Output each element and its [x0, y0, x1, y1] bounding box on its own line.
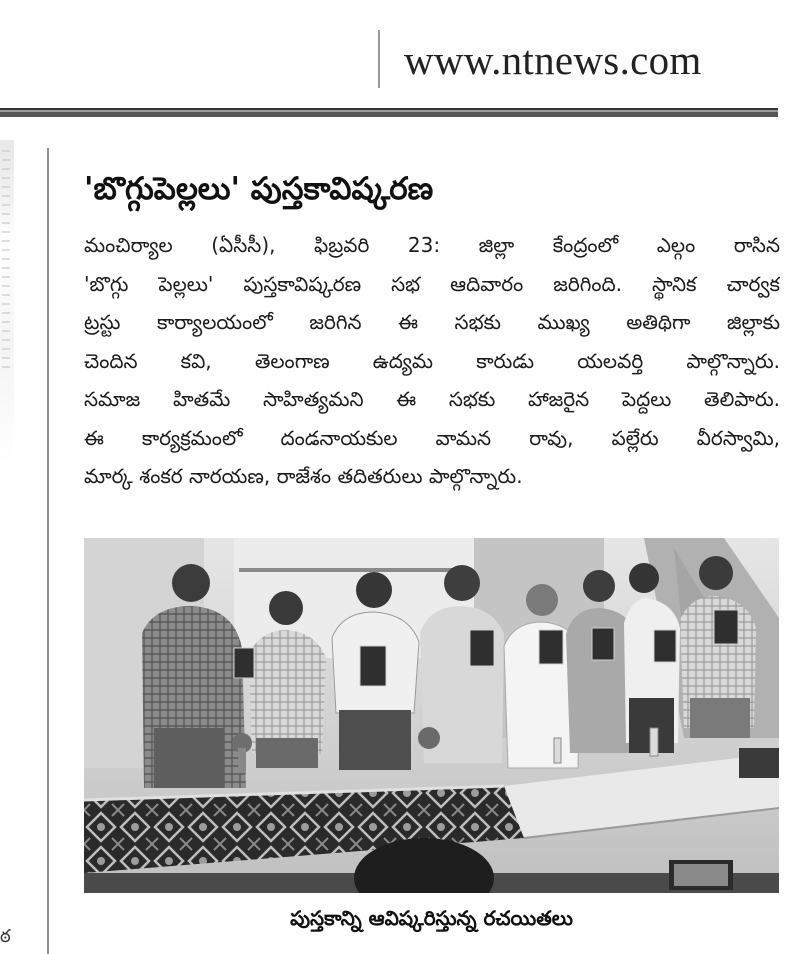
- header-rule: [0, 108, 778, 117]
- photo-caption: పుస్తకాన్ని ఆవిష్కరిస్తున్న రచయితలు: [290, 906, 573, 930]
- body-line: ఈ కార్యక్రమంలో దండనాయకుల వామన రావు, పల్లేరు వీరస్వామి,: [84, 425, 780, 450]
- body-line: మార్క శంకర నారయణ, రాజేశం తదితరులు పాల్గొన్నారు.: [84, 464, 523, 488]
- adjacent-column-glyph: ఠ: [0, 926, 11, 947]
- article-photo: [84, 538, 779, 893]
- body-line: చెందిన కవి, తెలంగాణ ఉద్యమ కారుడు యలవర్తి పాల్గొన్నారు.: [84, 348, 780, 373]
- body-line: సమాజ హితమే సాహిత్యమని ఈ సభకు హాజరైన పెద్దలు తెలిపారు.: [84, 387, 780, 411]
- article-body: [84, 226, 780, 496]
- body-line: ట్రస్టు కార్యాలయంలో జరిగిన ఈ సభకు ముఖ్య అతిథిగా జిల్లాకు: [84, 310, 780, 334]
- body-line: 'బొగ్గు పెల్లలు' పుస్తకావిష్కరణ సభ ఆదివారం జరిగింది. స్థానిక చార్వక: [84, 271, 780, 296]
- adjacent-column-text-fragment: [2, 150, 10, 370]
- column-rule: [47, 148, 49, 954]
- body-line: మంచిర్యాల (ఏసీసీ), ఫిబ్రవరి 23: జిల్లా కేంద్రంలో ఎల్గం రాసిన: [84, 233, 780, 257]
- header-divider: [378, 30, 380, 88]
- article-headline: 'బొగ్గుపెల్లలు' పుస్తకావిష్కరణ: [84, 171, 434, 207]
- site-url[interactable]: www.ntnews.com: [404, 37, 702, 83]
- photo-illustration: [84, 538, 779, 893]
